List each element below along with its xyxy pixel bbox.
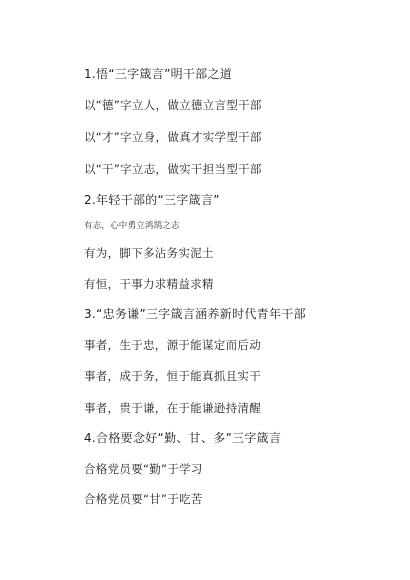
body-line: 以“才”字立身，做真才实学型干部 <box>84 130 262 144</box>
body-line: 事者，贵于谦，在于能谦逊持清醒 <box>84 401 261 415</box>
section-heading-3: 3.“忠务谦”三字箴言涵养新时代青年干部 <box>84 307 306 321</box>
body-line: 以“干”字立志，做实干担当型干部 <box>84 162 262 176</box>
body-line: 合格党员要“勤”于学习 <box>84 462 203 476</box>
body-line: 事者，成于务，恒于能真抓且实干 <box>84 369 261 383</box>
section-heading-4: 4.合格要念好“勤、甘、多”三字箴言 <box>84 431 282 445</box>
body-line: 事者，生于忠，源于能谋定而后动 <box>84 338 261 352</box>
body-line: 有恒，干事力求精益求精 <box>84 277 214 291</box>
section-heading-1: 1.悟“三字箴言”明干部之道 <box>84 67 233 81</box>
body-line: 有为，脚下多沾务实泥土 <box>84 246 214 260</box>
body-line: 以“德”字立人，做立德立言型干部 <box>84 98 262 112</box>
section-heading-2: 2.年轻干部的“三字箴言” <box>84 193 220 207</box>
small-body-line: 有志，心中勇立鸿鹄之志 <box>84 221 180 231</box>
body-line: 合格党员要“甘”于吃苦 <box>84 492 203 506</box>
